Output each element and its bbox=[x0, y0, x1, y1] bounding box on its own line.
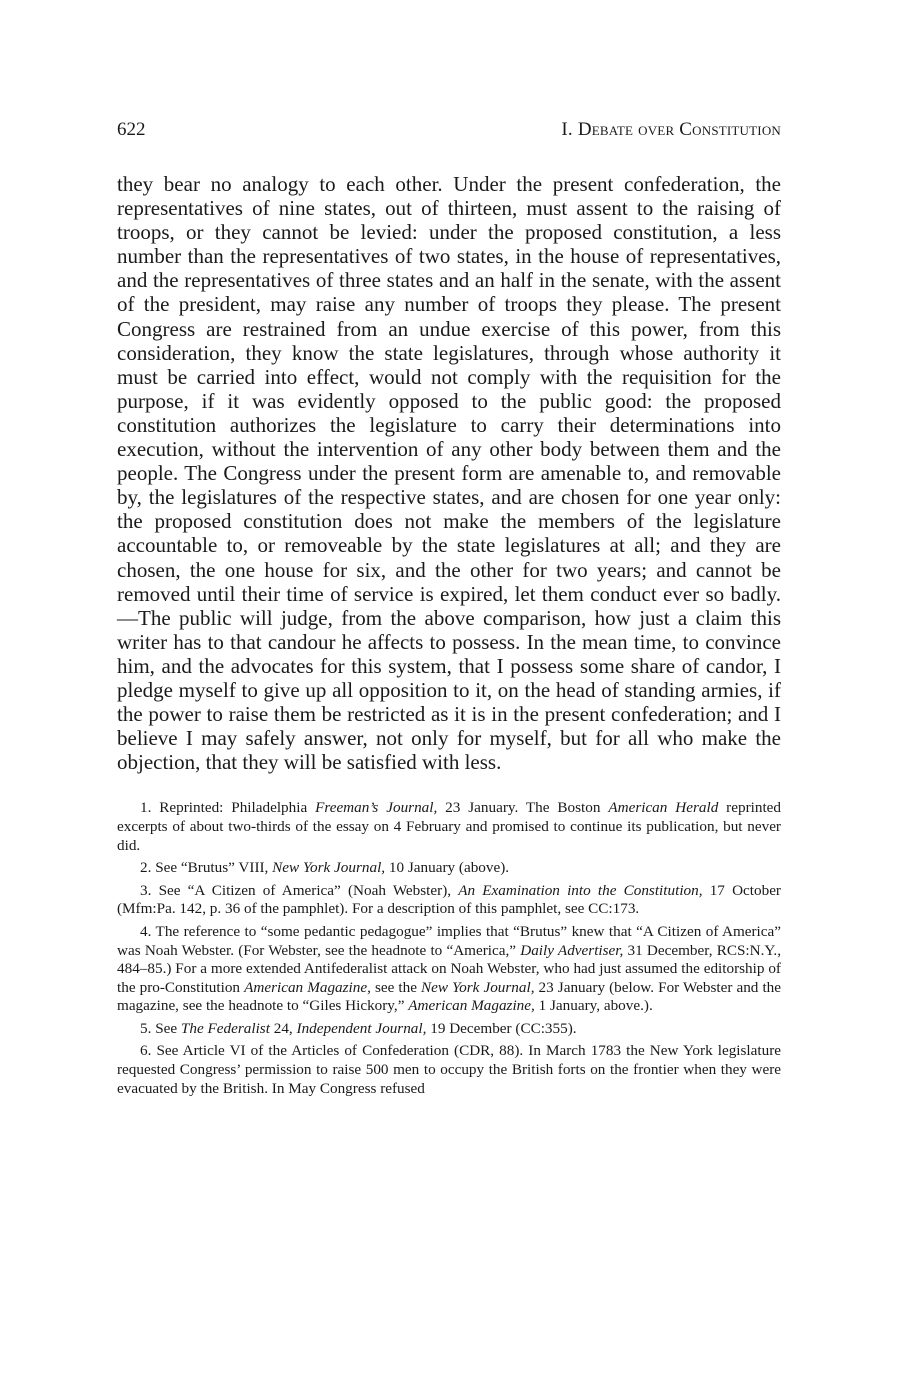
footnote-text: 2. See “Brutus” VIII, bbox=[140, 859, 273, 877]
footnote-italic-text: Freeman’s Journal, bbox=[315, 799, 438, 817]
footnote-text: 1 January, above.). bbox=[534, 997, 653, 1015]
footnote-text: 3. See “A Citizen of America” (Noah Webster), bbox=[140, 881, 459, 899]
footnote-italic-text: The Federalist bbox=[180, 1019, 270, 1037]
footnote-text: reprinted excerpts of about two-thirds of the essay on 4 February and promised to continue its publication, but never did. bbox=[117, 799, 781, 854]
footnote-text: 24, bbox=[269, 1019, 297, 1037]
footnote-5 bbox=[117, 1020, 781, 1039]
footnote-text: 31 December, RCS:N.Y., 484–85.) For a more extended Antifederalist attack on Noah Webster, who had just assumed the editorship of the pro-Constitution bbox=[117, 941, 782, 996]
running-title: I. Debate over Constitution bbox=[561, 119, 781, 140]
footnote-6 bbox=[117, 1042, 781, 1098]
footnote-italic-text: American Magazine, bbox=[244, 978, 371, 996]
page-number: 622 bbox=[117, 119, 146, 140]
footnote-text: 19 December (CC:355). bbox=[426, 1019, 577, 1037]
footnote-text: 10 January (above). bbox=[385, 859, 510, 877]
footnote-1 bbox=[117, 799, 781, 855]
footnote-text: see the bbox=[370, 978, 422, 996]
running-head bbox=[117, 118, 781, 142]
document-page bbox=[117, 118, 781, 1102]
footnote-2 bbox=[117, 859, 781, 878]
footnote-italic-text: American Magazine, bbox=[408, 997, 535, 1015]
footnote-italic-text: Independent Journal, bbox=[296, 1019, 427, 1037]
footnote-italic-text: Daily Advertiser, bbox=[520, 941, 624, 959]
footnote-italic-text: American Herald bbox=[608, 799, 719, 817]
footnote-text: 4. The reference to “some pedantic pedagogue” implies that “Brutus” knew that “A Citizen of America” was Noah Webster. (For Webster, see the headnote to “America,” bbox=[117, 922, 781, 959]
footnote-text: 5. See bbox=[140, 1019, 181, 1037]
footnote-text: 6. See Article VI of the Articles of Confederation (CDR, 88). In March 1783 the New York legislature requested Congress’ permission to raise 500 men to occupy the British forts on the frontier when they were evacuated by the British. In May Congress refused bbox=[117, 1042, 781, 1097]
footnotes bbox=[117, 799, 781, 1098]
body-paragraph: they bear no analogy to each other. Under the present confederation, the representatives of nine states, out of thirteen, must assent to the raising of troops, or they cannot be levied: under the proposed constitution, a less number than the representatives of two states, in the house of representatives, and the representatives of three states and an half in the senate, with the assent of the president, may raise any number of troops they please. The present Congress are restrained from an undue exercise of this power, from this consideration, they know the state legislatures, through whose authority it must be carried into effect, would not comply with the requisition for the purpose, if it was evidently opposed to the public good: the proposed constitution authorizes the legislature to carry their determinations into execution, without the intervention of any other body between them and the people. The Congress under the present form are amenable to, and removable by, the legislatures of the respective states, and are chosen for one year only: the proposed constitution does not make the members of the legislature accountable to, or removeable by the state legislatures at all; and they are chosen, the one house for six, and the other for two years; and cannot be removed until their time of service is expired, let them conduct ever so badly.—The public will judge, from the above comparison, how just a claim this writer has to that candour he affects to possess. In the mean time, to convince him, and the advocates for this system, that I possess some share of candor, I pledge myself to give up all opposition to it, on the head of standing armies, if the power to raise them be restricted as it is in the present confederation; and I believe I may safely answer, not only for myself, but for all who make the objection, that they will be satisfied with less. bbox=[117, 172, 781, 775]
footnote-italic-text: An Examination into the Constitution, bbox=[458, 881, 703, 899]
footnote-text: 1. Reprinted: Philadelphia bbox=[140, 799, 316, 817]
footnote-italic-text: New York Journal, bbox=[421, 978, 535, 996]
footnote-4 bbox=[117, 923, 781, 1016]
footnote-text: 23 January. The Boston bbox=[437, 799, 609, 817]
footnote-italic-text: New York Journal, bbox=[272, 859, 386, 877]
footnote-text: 17 October (Mfm:Pa. 142, p. 36 of the pamphlet). For a description of this pamphlet, see CC:173. bbox=[117, 881, 781, 918]
footnote-text: 23 January (below. For Webster and the magazine, see the headnote to “Giles Hickory,” bbox=[117, 978, 782, 1015]
footnote-3 bbox=[117, 882, 781, 919]
